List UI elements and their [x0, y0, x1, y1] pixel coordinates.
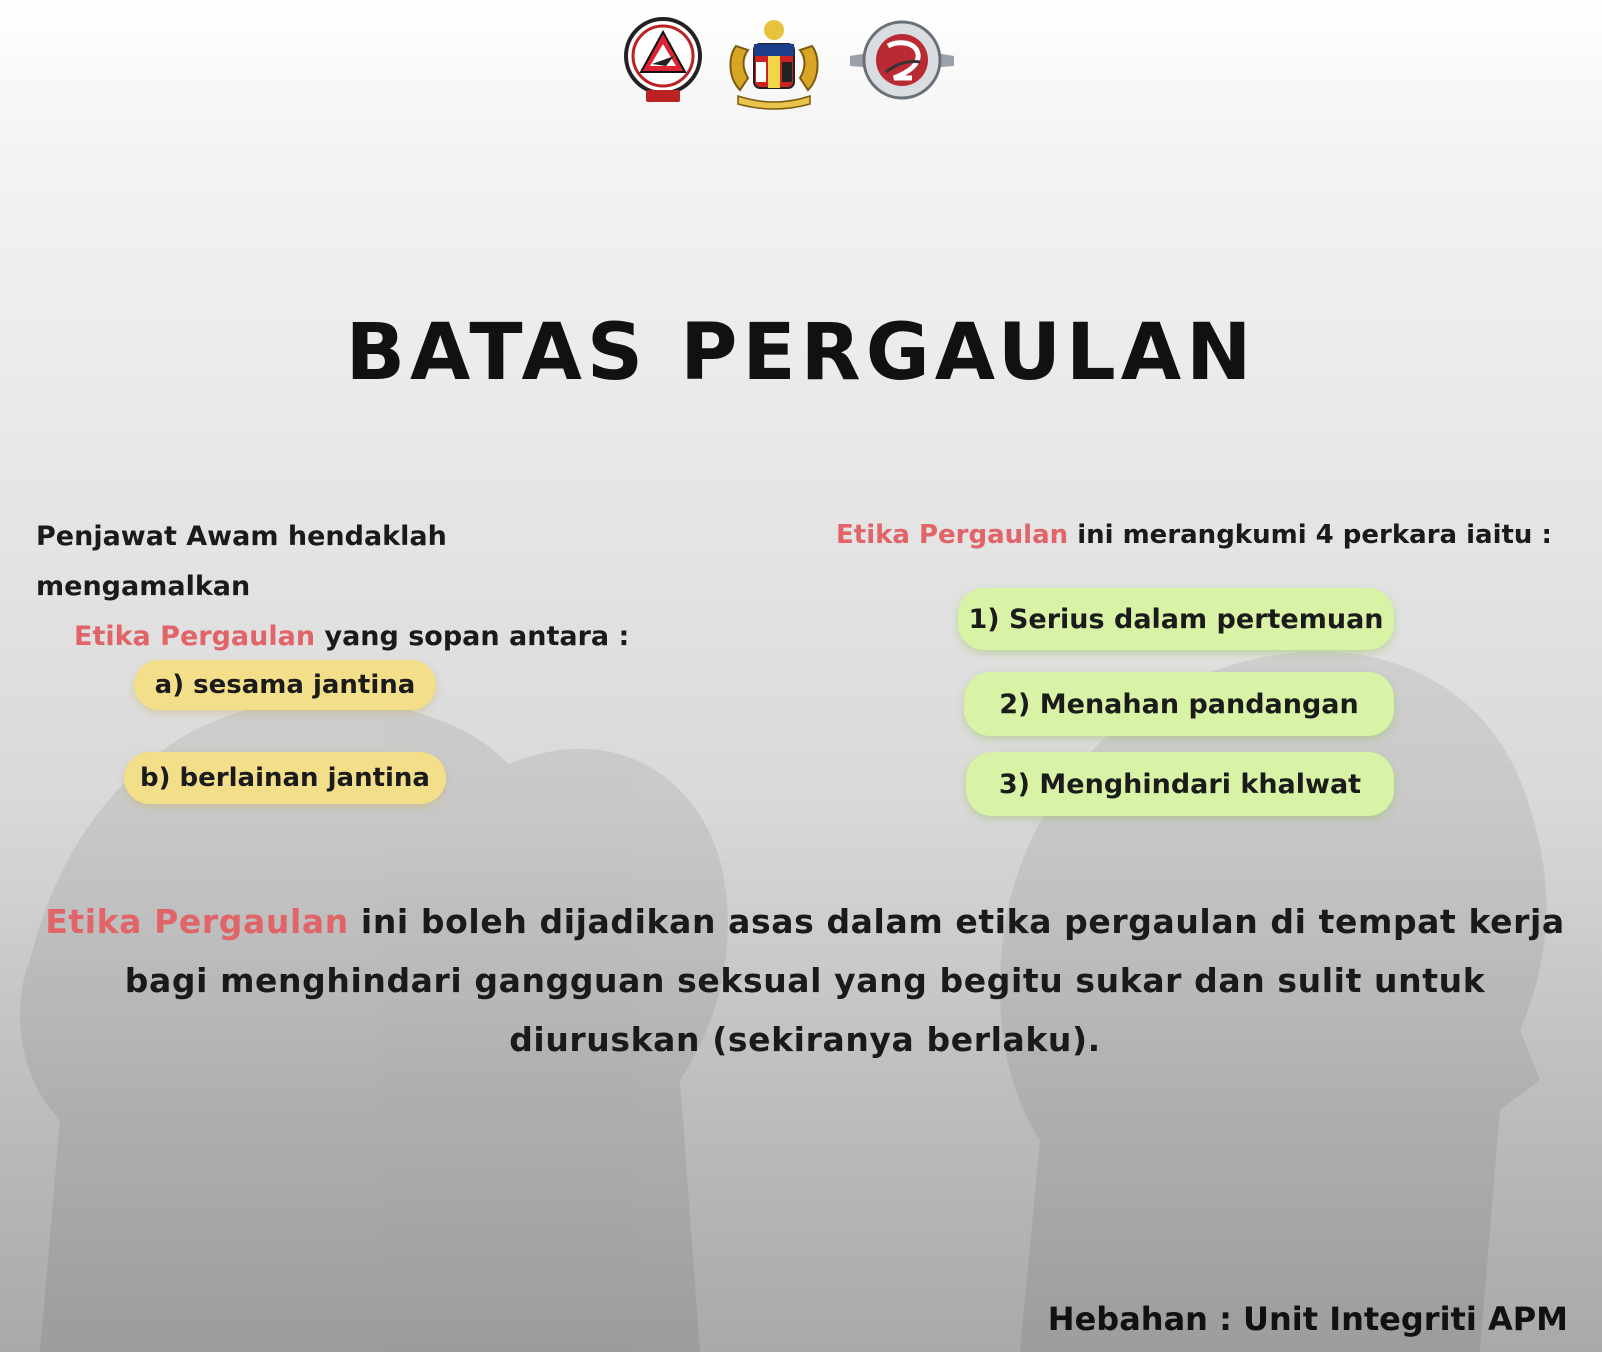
- pill-label: 2) Menahan pandangan: [999, 688, 1359, 720]
- left-intro-line2: [36, 612, 656, 662]
- apm-logo-icon: [622, 16, 704, 108]
- pill-serius-dalam-pertemuan: [958, 588, 1394, 650]
- left-intro-line1: Penjawat Awam hendaklah mengamalkan: [36, 521, 447, 602]
- anniversary-logo-icon: [846, 16, 958, 108]
- pill-label: a) sesama jantina: [154, 670, 416, 700]
- paragraph-text: ini boleh dijadikan asas dalam etika pergaulan di tempat kerja bagi menghindari gangguan seksual yang begitu sukar dan sulit untuk diuruskan (sekiranya berlaku).: [124, 902, 1565, 1059]
- pill-berlainan-jantina: [124, 752, 446, 804]
- pill-label: 1) Serius dalam pertemuan: [968, 603, 1384, 635]
- right-intro-rest: ini merangkumi 4 perkara iaitu :: [1077, 520, 1552, 550]
- pill-label: 3) Menghindari khalwat: [998, 768, 1362, 800]
- coat-of-arms-icon: [718, 16, 830, 112]
- left-intro-highlight: Etika Pergaulan: [74, 621, 316, 652]
- page-title: BATAS PERGAULAN: [345, 308, 1257, 398]
- summary-paragraph: [40, 892, 1570, 1069]
- left-intro-rest: yang sopan antara :: [324, 621, 630, 652]
- footer-credit: Hebahan : Unit Integriti APM: [1047, 1300, 1568, 1338]
- pill-sesama-jantina: [134, 660, 436, 710]
- logo-strip: [0, 8, 1602, 108]
- paragraph-highlight: Etika Pergaulan: [45, 902, 349, 941]
- left-intro: [36, 512, 656, 662]
- right-intro-highlight: Etika Pergaulan: [836, 520, 1069, 550]
- pill-label: b) berlainan jantina: [140, 763, 430, 793]
- right-intro: [836, 520, 1576, 550]
- pill-menahan-pandangan: [964, 672, 1394, 736]
- pill-menghindari-khalwat: [966, 752, 1394, 816]
